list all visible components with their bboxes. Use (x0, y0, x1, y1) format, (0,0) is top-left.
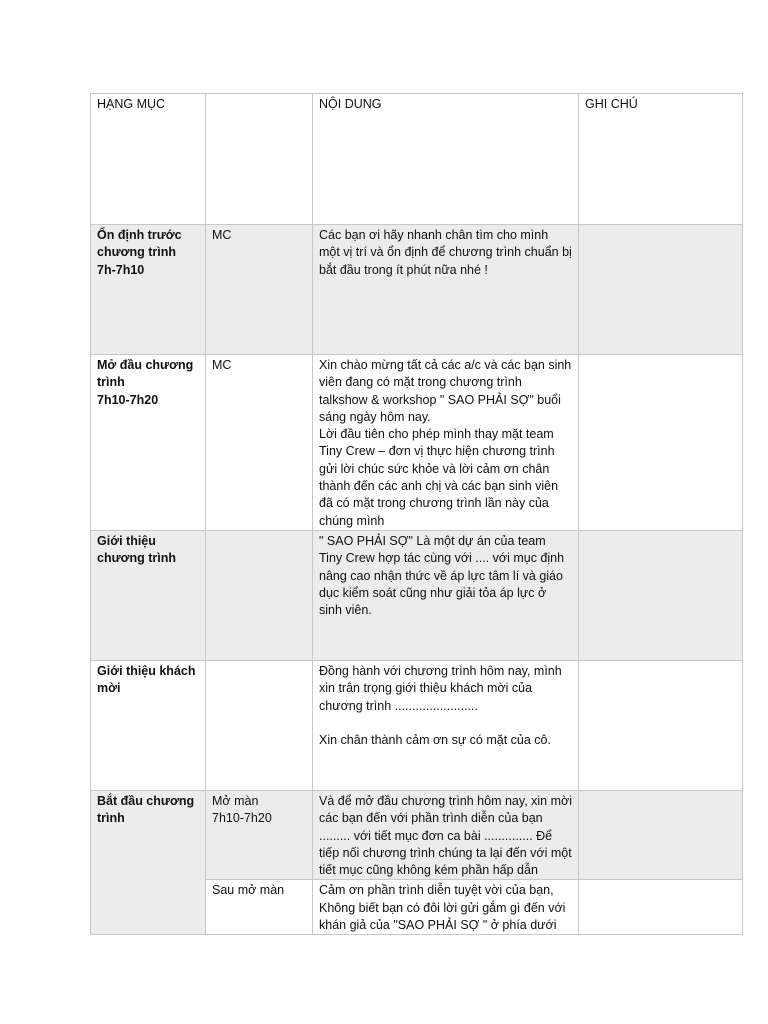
role-line: 7h10-7h20 (212, 811, 272, 826)
note-cell (579, 790, 743, 879)
category-line: Ổn định trước (97, 228, 182, 242)
category-line: trình (97, 375, 125, 390)
content-cell (313, 355, 579, 531)
content-cell (313, 790, 579, 879)
role-cell (206, 355, 313, 531)
content-paragraph: Lời đầu tiên cho phép mình thay mặt team Tiny Crew – đơn vị thực hiện chương trình gửi lời chúc sức khỏe và lời cảm ơn chân thành đến các anh chị và các bạn sinh viên đã có mặt trong chương trình lần này của chúng mình (319, 427, 559, 528)
content-cell (313, 660, 579, 790)
category-line: mời (97, 681, 121, 696)
category-cell (91, 660, 206, 790)
header-content: NỘI DUNG (313, 94, 579, 225)
role-line: MC (212, 228, 232, 242)
category-line: chương trình (97, 245, 177, 260)
note-cell (579, 355, 743, 531)
table-row (91, 355, 743, 531)
category-line: Mở đầu chương (97, 358, 194, 372)
role-line: Sau mở màn (212, 883, 285, 898)
content-cell (313, 530, 579, 660)
content-paragraph: Và để mở đầu chương trình hôm nay, xin mời các bạn đến với phần trình diễn của bạn ......... với tiết mục đơn ca bài .............. Để tiếp nối chương trình chúng ta lại đến với một tiết mục cũng không kém phần hấp dẫn (319, 793, 572, 878)
role-cell (206, 660, 313, 790)
category-line: Giới thiệu (97, 533, 156, 548)
category-cell (91, 790, 206, 934)
category-cell (91, 225, 206, 355)
category-line: 7h-7h10 (97, 262, 145, 277)
header-role (206, 94, 313, 225)
table-row (91, 530, 743, 660)
content-paragraph: " SAO PHẢI SỢ" Là một dự án của team Tiny Crew hợp tác cùng với .... với mục định nâng cao nhận thức về áp lực tâm lí và giáo dục kiểm soát cũng như giải tỏa áp lực ở sinh viên. (319, 533, 565, 618)
role-line: Mở màn (212, 793, 259, 808)
category-line: Giới thiệu khách (97, 663, 196, 678)
content-cell (313, 880, 579, 935)
note-cell (579, 225, 743, 355)
role-cell (206, 530, 313, 660)
header-note: GHI CHÚ (579, 94, 743, 225)
category-cell (91, 355, 206, 531)
header-category: HẠNG MỤC (91, 94, 206, 225)
role-line: MC (212, 358, 232, 372)
content-paragraph: Đồng hành với chương trình hôm nay, mình xin trân trọng giới thiệu khách mời của chương trình ........................ (319, 663, 562, 713)
content-blank-line (319, 715, 572, 732)
header-row (91, 94, 743, 225)
note-cell (579, 660, 743, 790)
table-row (91, 225, 743, 355)
content-paragraph: Cảm ơn phần trình diễn tuyệt vời của bạn, Không biết bạn có đôi lời gửi gắm gì đến với khán giả của "SAO PHẢI SỢ " ở phía dưới (319, 883, 566, 933)
category-line: Bắt đầu chương (97, 793, 195, 808)
role-cell (206, 880, 313, 935)
content-paragraph: Các bạn ơi hãy nhanh chân tìm cho mình một vị trí và ổn định để chương trình chuẩn bị bắt đầu trong ít phút nữa nhé ! (319, 228, 572, 277)
note-cell (579, 880, 743, 935)
role-cell (206, 790, 313, 879)
category-cell (91, 530, 206, 660)
content-paragraph: Xin chân thành cảm ơn sự có mặt của cô. (319, 733, 551, 748)
schedule-table (90, 93, 743, 935)
category-line: trình (97, 811, 125, 826)
note-cell (579, 530, 743, 660)
category-line: chương trình (97, 551, 177, 566)
content-paragraph: Xin chào mừng tất cả các a/c và các bạn sinh viên đang có mặt trong chương trình talkshow & workshop " SAO PHẢI SỢ" buổi sáng ngày hôm nay. (319, 358, 572, 424)
category-line: 7h10-7h20 (97, 392, 159, 407)
table-row (91, 790, 743, 879)
table-row (91, 660, 743, 790)
content-cell (313, 225, 579, 355)
role-cell (206, 225, 313, 355)
